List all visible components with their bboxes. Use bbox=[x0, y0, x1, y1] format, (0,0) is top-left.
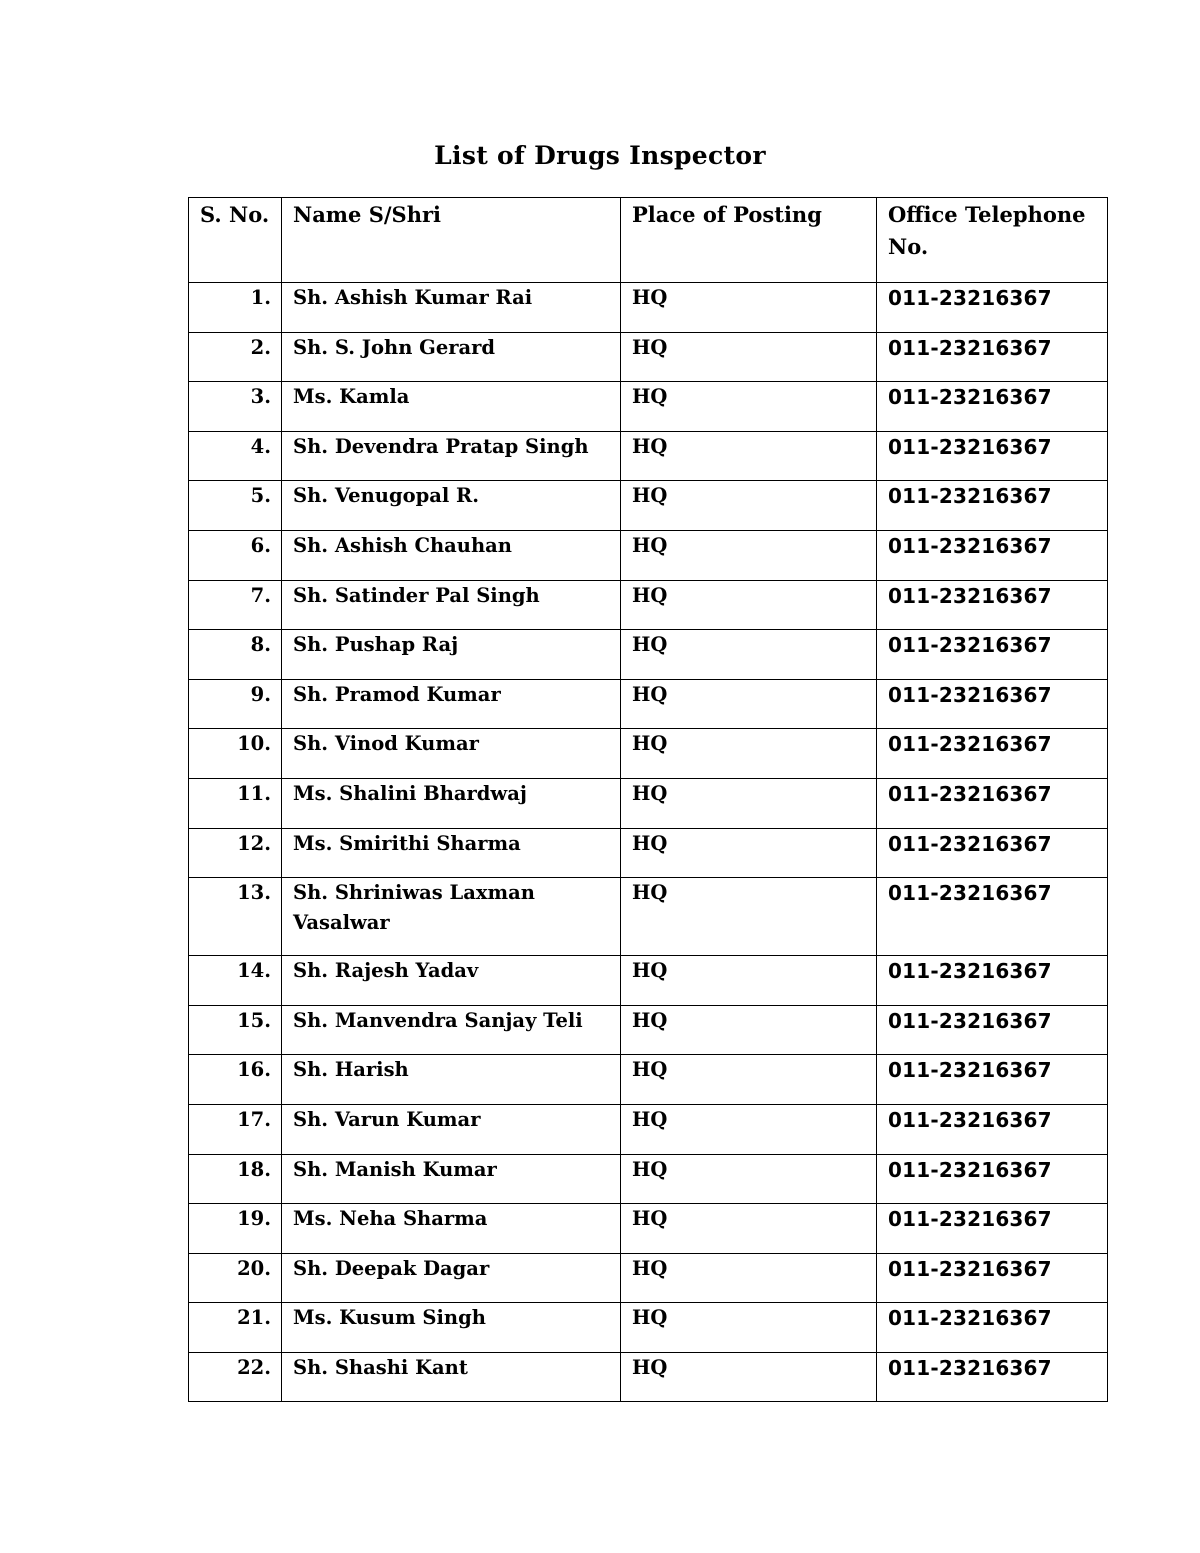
row-sno: 12. bbox=[189, 828, 282, 878]
row-phone: 011-23216367 bbox=[877, 431, 1108, 481]
row-phone: 011-23216367 bbox=[877, 956, 1108, 1006]
row-sno: 16. bbox=[189, 1055, 282, 1105]
table-row bbox=[189, 1154, 1108, 1204]
row-posting: HQ bbox=[621, 1303, 877, 1353]
row-phone: 011-23216367 bbox=[877, 530, 1108, 580]
table-row bbox=[189, 828, 1108, 878]
header-sno: S. No. bbox=[189, 198, 282, 283]
row-sno: 22. bbox=[189, 1352, 282, 1402]
row-name: Sh. Varun Kumar bbox=[282, 1104, 621, 1154]
row-sno: 3. bbox=[189, 382, 282, 432]
row-name: Sh. Ashish Kumar Rai bbox=[282, 283, 621, 333]
row-phone: 011-23216367 bbox=[877, 580, 1108, 630]
row-sno: 14. bbox=[189, 956, 282, 1006]
row-name: Sh. S. John Gerard bbox=[282, 332, 621, 382]
table-row bbox=[189, 1005, 1108, 1055]
row-name: Sh. Pramod Kumar bbox=[282, 679, 621, 729]
table-row bbox=[189, 332, 1108, 382]
row-phone: 011-23216367 bbox=[877, 332, 1108, 382]
row-posting: HQ bbox=[621, 630, 877, 680]
row-posting: HQ bbox=[621, 580, 877, 630]
row-name: Sh. Shashi Kant bbox=[282, 1352, 621, 1402]
row-name: Ms. Kamla bbox=[282, 382, 621, 432]
row-sno: 7. bbox=[189, 580, 282, 630]
row-posting: HQ bbox=[621, 1352, 877, 1402]
table-row bbox=[189, 1352, 1108, 1402]
table-row bbox=[189, 729, 1108, 779]
row-name: Sh. Venugopal R. bbox=[282, 481, 621, 531]
row-phone: 011-23216367 bbox=[877, 828, 1108, 878]
row-sno: 18. bbox=[189, 1154, 282, 1204]
table-header-row bbox=[189, 198, 1108, 283]
row-phone: 011-23216367 bbox=[877, 283, 1108, 333]
row-phone: 011-23216367 bbox=[877, 1055, 1108, 1105]
row-name: Sh. Manish Kumar bbox=[282, 1154, 621, 1204]
row-name: Sh. Shriniwas Laxman Vasalwar bbox=[282, 878, 621, 956]
row-posting: HQ bbox=[621, 878, 877, 956]
row-posting: HQ bbox=[621, 1204, 877, 1254]
row-name: Sh. Harish bbox=[282, 1055, 621, 1105]
row-phone: 011-23216367 bbox=[877, 1104, 1108, 1154]
row-name: Ms. Shalini Bhardwaj bbox=[282, 778, 621, 828]
table-row bbox=[189, 878, 1108, 956]
table-row bbox=[189, 283, 1108, 333]
row-sno: 8. bbox=[189, 630, 282, 680]
table-row bbox=[189, 1303, 1108, 1353]
row-sno: 9. bbox=[189, 679, 282, 729]
row-posting: HQ bbox=[621, 382, 877, 432]
row-sno: 19. bbox=[189, 1204, 282, 1254]
row-name: Sh. Devendra Pratap Singh bbox=[282, 431, 621, 481]
row-posting: HQ bbox=[621, 1104, 877, 1154]
row-name: Sh. Rajesh Yadav bbox=[282, 956, 621, 1006]
header-name: Name S/Shri bbox=[282, 198, 621, 283]
table-row bbox=[189, 481, 1108, 531]
row-phone: 011-23216367 bbox=[877, 1005, 1108, 1055]
table-row bbox=[189, 530, 1108, 580]
table-row bbox=[189, 1204, 1108, 1254]
row-posting: HQ bbox=[621, 431, 877, 481]
row-posting: HQ bbox=[621, 481, 877, 531]
row-sno: 6. bbox=[189, 530, 282, 580]
row-name: Ms. Kusum Singh bbox=[282, 1303, 621, 1353]
row-phone: 011-23216367 bbox=[877, 382, 1108, 432]
row-phone: 011-23216367 bbox=[877, 1253, 1108, 1303]
row-posting: HQ bbox=[621, 1253, 877, 1303]
row-sno: 1. bbox=[189, 283, 282, 333]
row-phone: 011-23216367 bbox=[877, 729, 1108, 779]
drugs-inspector-table bbox=[188, 197, 1108, 1402]
row-sno: 10. bbox=[189, 729, 282, 779]
row-phone: 011-23216367 bbox=[877, 679, 1108, 729]
row-sno: 20. bbox=[189, 1253, 282, 1303]
row-phone: 011-23216367 bbox=[877, 630, 1108, 680]
row-name: Sh. Vinod Kumar bbox=[282, 729, 621, 779]
row-posting: HQ bbox=[621, 729, 877, 779]
row-name: Sh. Deepak Dagar bbox=[282, 1253, 621, 1303]
row-posting: HQ bbox=[621, 1055, 877, 1105]
row-sno: 5. bbox=[189, 481, 282, 531]
row-phone: 011-23216367 bbox=[877, 1303, 1108, 1353]
table-row bbox=[189, 679, 1108, 729]
row-posting: HQ bbox=[621, 283, 877, 333]
row-sno: 2. bbox=[189, 332, 282, 382]
row-phone: 011-23216367 bbox=[877, 1352, 1108, 1402]
row-posting: HQ bbox=[621, 1005, 877, 1055]
table-row bbox=[189, 1055, 1108, 1105]
row-posting: HQ bbox=[621, 679, 877, 729]
row-posting: HQ bbox=[621, 778, 877, 828]
row-phone: 011-23216367 bbox=[877, 481, 1108, 531]
row-sno: 4. bbox=[189, 431, 282, 481]
table-row bbox=[189, 778, 1108, 828]
row-posting: HQ bbox=[621, 530, 877, 580]
row-name: Sh. Manvendra Sanjay Teli bbox=[282, 1005, 621, 1055]
row-phone: 011-23216367 bbox=[877, 1204, 1108, 1254]
row-sno: 13. bbox=[189, 878, 282, 956]
row-name: Sh. Ashish Chauhan bbox=[282, 530, 621, 580]
table-row bbox=[189, 431, 1108, 481]
table-row bbox=[189, 1253, 1108, 1303]
row-name: Ms. Smirithi Sharma bbox=[282, 828, 621, 878]
table-row bbox=[189, 1104, 1108, 1154]
row-phone: 011-23216367 bbox=[877, 1154, 1108, 1204]
row-name: Ms. Neha Sharma bbox=[282, 1204, 621, 1254]
row-name: Sh. Satinder Pal Singh bbox=[282, 580, 621, 630]
header-posting: Place of Posting bbox=[621, 198, 877, 283]
row-sno: 11. bbox=[189, 778, 282, 828]
row-posting: HQ bbox=[621, 1154, 877, 1204]
row-phone: 011-23216367 bbox=[877, 778, 1108, 828]
row-sno: 17. bbox=[189, 1104, 282, 1154]
table-row bbox=[189, 580, 1108, 630]
page-title: List of Drugs Inspector bbox=[434, 141, 766, 170]
row-posting: HQ bbox=[621, 828, 877, 878]
row-phone: 011-23216367 bbox=[877, 878, 1108, 956]
row-posting: HQ bbox=[621, 332, 877, 382]
row-name: Sh. Pushap Raj bbox=[282, 630, 621, 680]
row-posting: HQ bbox=[621, 956, 877, 1006]
table-row bbox=[189, 382, 1108, 432]
row-sno: 21. bbox=[189, 1303, 282, 1353]
table-row bbox=[189, 956, 1108, 1006]
table-row bbox=[189, 630, 1108, 680]
header-phone: Office Telephone No. bbox=[877, 198, 1108, 283]
table-body bbox=[189, 283, 1108, 1402]
row-sno: 15. bbox=[189, 1005, 282, 1055]
